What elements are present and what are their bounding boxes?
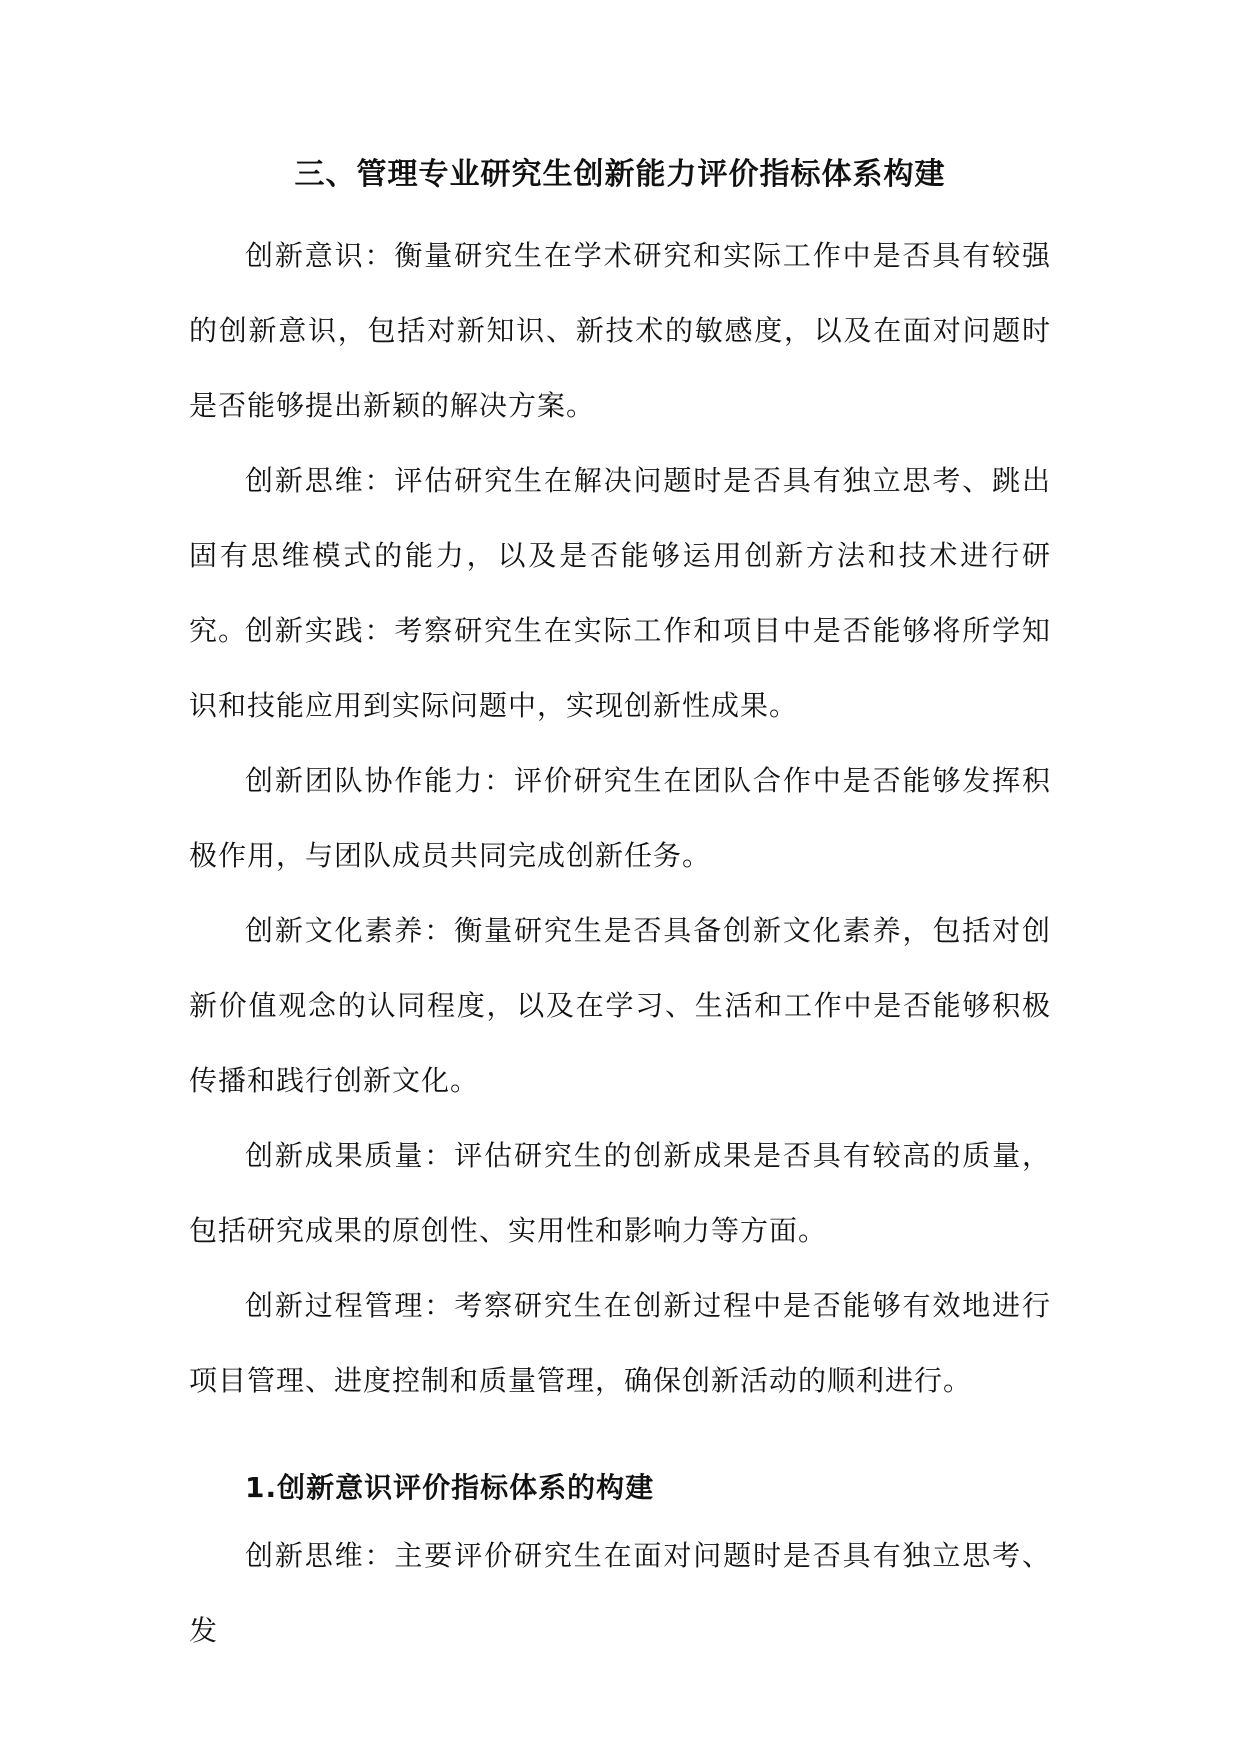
paragraph-process-management: 创新过程管理：考察研究生在创新过程中是否能够有效地进行项目管理、进度控制和质量管理，确保创新活动的顺利进行。 [189, 1289, 1051, 1397]
paragraph-continuation: 创新思维：主要评价研究生在面对问题时是否具有独立思考、发 [189, 1539, 1051, 1647]
section-title: 三、管理专业研究生创新能力评价指标体系构建 [294, 157, 946, 192]
paragraph-innovation-awareness: 创新意识：衡量研究生在学术研究和实际工作中是否具有较强的创新意识，包括对新知识、新技术的敏感度，以及在面对问题时是否能够提出新颖的解决方案。 [189, 239, 1051, 422]
paragraph-team-collaboration: 创新团队协作能力：评价研究生在团队合作中是否能够发挥积极作用，与团队成员共同完成创新任务。 [189, 764, 1051, 872]
paragraph-outcome-quality: 创新成果质量：评估研究生的创新成果是否具有较高的质量，包括研究成果的原创性、实用性和影响力等方面。 [189, 1139, 1051, 1247]
paragraph-innovation-thinking: 创新思维：评估研究生在解决问题时是否具有独立思考、跳出固有思维模式的能力，以及是否能够运用创新方法和技术进行研究。 [189, 464, 1051, 647]
paragraph-innovation-practice: 创新实践：考察研究生在实际工作和项目中是否能够将所学知识和技能应用到实际问题中，实现创新性成果。 [189, 614, 1051, 722]
subsection-heading: 1.创新意识评价指标体系的构建 [245, 1471, 655, 1504]
paragraph-culture-literacy: 创新文化素养：衡量研究生是否具备创新文化素养，包括对创新价值观念的认同程度，以及在学习、生活和工作中是否能够积极传播和践行创新文化。 [189, 914, 1051, 1097]
